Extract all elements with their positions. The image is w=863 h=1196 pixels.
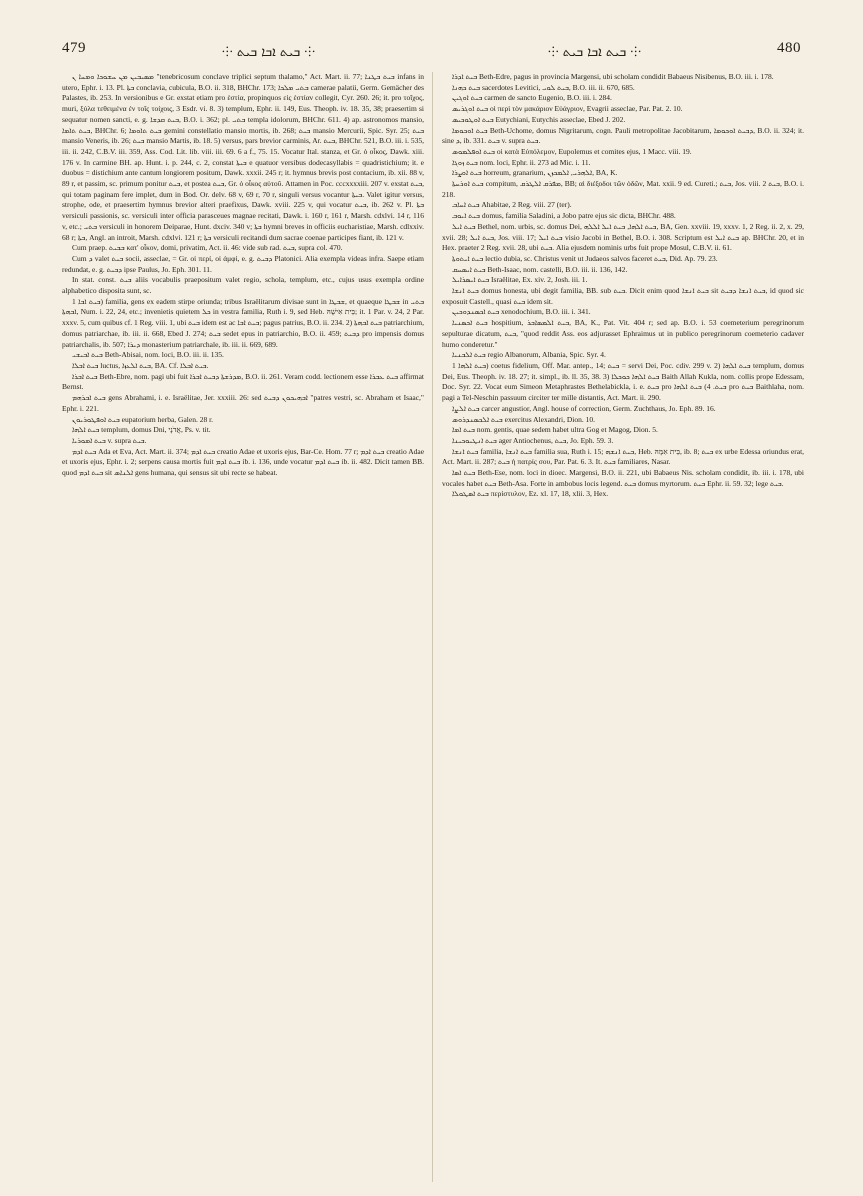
right-running-head: ⸭ ܒܝܬ ܐܒܐ ܒܝܬ ⸭ (547, 45, 641, 60)
entry-paragraph: ܒܝܬ ܐܢܫܐ familia, ܒܝܬ ܐܢܫܐ familia sua, Ruth i. 15; ܒܝܬ ܐܢܫܗ, Heb. בֵּית אִמָּהּ, ib. 8; ܒܝܬ ex urbe Edessa oriundus erat, Act. Mart. ii. 287; ܒܝܬ ἡ πατρίς σου, Par. Pat. 6. 3. It. ܒܝܬ familiares, Nasar. (442, 446, 804, 467)
entry-paragraph: ܒܝܬ ܐܡܘܪܝܐ v. supra ܒܝܬ. (72, 435, 147, 445)
entry-paragraph: ܒܝܬ ܐܢܫܐ domus honesta, ubi degit familia, BB. sub ܒܝܬ. Dicit enim quod ܒܝܬ ܐܢܫܐ sit ܒܝܬ ܐܢܫܐ ܕܒܝܬ, id quod sic exposuit Castell., quasi ܒܝܬ idem sit. (442, 286, 804, 306)
entry-paragraph: ܒܝܬ ܐܕܡ Ada et Eva, Act. Mart. ii. 374; ܒܝܬ ܐܕܡ creatio Adae et uxoris ejus, Bar-Ce. Hom. 77 r; ܒܝܬ ܐܕܡ creatio Adae et uxoris ejus, Ephr. i. 2; serpens causa mortis fuit ܒܝܬ ܐܕܡ ib. i. 136, unde vocatur ܒܝܬ ܐܕܡ ib. ii. 482. Dicit tamen BB. quod ܒܝܬ ܐܕܡ sit ܐܠܢܐܣ gens humana, qui sensus sit ubi recte se habeat. (62, 446, 424, 478)
entry-paragraph: ܒܝܬ ܐܠܨܐ carcer angustior, Angl. house of correction, Germ. Zuchthaus, Jo. Eph. 89. 16. (452, 403, 716, 413)
right-page-number: 480 (777, 40, 801, 56)
entry-paragraph: ܒܝܬ ܐܘܦܠܡܘܣ οἱ κατὰ Εὐπόλεμον, Eupolemus et comites ejus, 1 Macc. viii. 19. (452, 146, 692, 156)
entry-paragraph: ܒܝܬ ܐܒܠܐ luctus, ܒܝܬ ܐܠܥܙܐ, BA. Cf. ܒܝܬ ܐܒܠܐ. (72, 360, 209, 370)
entry-paragraph: ܒܝܬ ܐܝܬܘܬܐ lectio dubia, sc. Christus venit ut Judaeos salvos faceret ܒܝܬ, Did. Ap. 79. 23. (452, 253, 718, 263)
left-column (62, 72, 424, 1182)
entry-paragraph: Cum ܕ valet ܒܝܬ socii, asseclae, = Gr. οἱ περί, οἱ ἀμφί, e. g. ܕܒܝܬ Platonici. Alia exempla videas infra. Saepe etiam redundat, e. g. ܕܒܝܬ ipse Paulus, Jo. Eph. 301. 11. (62, 253, 424, 274)
entry-paragraph: ܒܝܬ ܐܠܒܢܝܐ regio Albanorum, Albania, Spic. Syr. 4. (452, 350, 606, 360)
entry-paragraph: ܒܝܬ ܐܘܨܪܐ horreum, granarium, ܐܠܗܪܝ, ܐܠܡܟܙܢ, BA, K. (452, 168, 618, 178)
entry-paragraph: ܒܝܬ ܐܟܣܢܝܐ hospitium, ܒܝܬ ܐܠܡܣܐܒܪ, BA, K., Pat. Vit. 404 r; sed ap. B.O. i. 53 coemeterium peregrinorum sepulturae dicatum, ܒܝܬ, "quod reddit Ass. eos adjurasset Ephraimus ut in publico peregrinorum coemeterio cadaver humo conderetur." (442, 318, 804, 349)
left-running-head: ⸭ ܒܝܬ ܐܒܐ ܒܝܬ ⸭ (222, 45, 316, 60)
entry-paragraph: ܒܝܬ ܐܝܘܒ domus, familia Saladini, a Jobo patre ejus sic dicta, BHChr. 488. (452, 211, 676, 221)
entry-paragraph: ܒܝܬ ܐܒܐ 1) familia, gens ex eadem stirpe oriunda; tribus Israëlitarum divisae sunt in ܫܒܛܐ, et quaeque ܫܒܛܐ in ܒܬܝ ܐܒܗܬܐ, Num. i. 22, 24, etc.; invenietis quietem ܟܠ in vestra familia, Ruth i. 9, sed Heb. בֵּית אִישָׁהּ; it. 1 Par. v. 24, 2 Par. xxxv. 5, cum quibus cf. 1 Reg. viii. 1, ubi ܒܝܬ idem est ac ܒܝܬ ܐܒܐ; pagus patrius, B.O. ii. 234. 2) ܒܝܬ ܐܒܗܬܐ patriarchium, domus patriarchae, ib. iii. ii. 668, Ebed J. 274; ܒܝܬ sedet epus in patriarchio, B.O. ii. 459; ܕܒܝܬ pro impensis domus patriarchalis, ib. 507; ܕܝܪܐ monasterium patriarchale, ib. iii. ii. 669, 689. (62, 296, 424, 349)
right-column (442, 72, 804, 1182)
entry-paragraph: ܒܝܬ ܐܝܠ Bethel, nom. urbis, sc. domus Dei, ܒܝܬ ܐܠܗܐ, ܒܝܬ ܐܝܠ ܐܠܠܗ, BA, Gen. xxviii. 19, xxxv. 1, 2 Reg. ii. 2, x. 29, xvii. 28; ܒܝܬ ܐܝܠ, Jos. viii. 17; ܒܝܬ ܐܝܠ visio Jacobi in Bethel, B.O. i. 308. Scriptum est ܒܝܬ ܐܝܠ ap. BHChr. 20, et in Hex. praeter 2 Reg. xvii. 28, ubi ܒܝܬ. Alia ejusdem nominis urbs fuit prope Mosul, C.B.V. ii. 61. (442, 221, 804, 253)
entry-paragraph: ܒܝܬ ܐܝܣܪܐܝܠ Israëlitae, Ex. xiv. 2, Josh. iii. 1. (452, 275, 588, 285)
column-divider (432, 72, 433, 1182)
entry-paragraph: ܒܝܬ ܐܒܝܫܝ Beth-Abisai, nom. loci, B.O. iii. ii. 135. (72, 350, 224, 360)
entry-paragraph: ܒܝܬ ܐܘܓܝܢ carmen de sancto Eugenio, B.O. iii. i. 284. (452, 93, 612, 103)
entry-paragraph: In stat. const. ܒܝܬ aliis vocabulis praepositum valet regio, schola, templum, etc., cujus usus exempla ordine alphabetico disposita sunt, sc. (62, 275, 424, 296)
entry-paragraph: ܒܝܬ ܙܘܓܐ nom. loci, Ephr. ii. 273 ad Mic. i. 11. (452, 157, 591, 167)
entry-paragraph: ܡܣܝܒܝܢ ܡܢ ܚܫܘܟܐ ܘܡܚܐ ܢ "tenebricosum conclave triplici septum thalamo," Act. Mart. ii. 77; ܒܝܬ ܒܛܢܐ infans in utero, Ephr. i. 13. Pl. ܒܬܐ conclavia, cubicula, B.O. ii. 318, BHChr. 173; ܒܬܝ ܡܠܟܐ camerae palatii, Germ. Gemächer des Palastes, ib. 253. In versionibus e Gr. exstat etiam pro ἑστία, propinquos εἰς ἑστίαν collegit, Cyr. 260. 26; it. pro τοῖχος, muri, ξύλα τεθειμένα ἐν τοῖς τοίχοις, 3 Esdr. vi. 8. 3) templum, Ephr. ii. 149, Eus. Theoph. iv. 18. 35, 38; praesertim si sequatur nomen sancti, e. g. ܒܝܬ ܩܕܫܐ, B.O. i. 362; pl. ܒܬܝ templa idolorum, BHChr. 611. 4) ap. astronomos mansio, ܒܝܬ ܬܐܡܐ, BHChr. 6; ܒܝܬ ܬܐܘܡܐ gemini constellatio mansio mortis, ib. 268; ܒܝܬ mansio Mercurii, Spic. Syr. 25; ܒܝܬ mansio Veneris, ib. 26; ܒܝܬ mansio Martis, ib. 18. 5) versus, pars brevior carminis, Ar. ܒܝܬ, BHChr. 521, B.O. iii. i. 535, iii. ii. 242, C.B.V. iii. 359, Ass. Cod. Lit. lib. viii. iii. 69. 6 a f., 75. 15. Vocatur Ital. stanza, et Gr. ὁ οἶκος, Dawk. xiii. 176 v. In carmine BH. ap. Hunt. i. p. 244, c. 2, constat ܒܝܬܐ e quatuor versibus dodecasyllabis = quadristichium; it. e duobus = distichium ante cantum longiorem positum, Dawk. xxxii. 245 r; it. hymnus brevis post contacium, ib. xii. 88 v, 89 r, et passim, sc. primum ponitur ܒܝܬ, et postea ܒܝܬ, Gr. ὁ οἶκος αὐτοῦ. Attamen in Poc. cccxxxxiii. 207 v. exstat ܒܝܬ, qui totam paginam fere implet, dum in Bod. Or. delv. 68 v, 69 r, 70 r, singuli versus vocantur ܒܝܬܐ. Valet igitur versus, strophe, ode, et praesertim hymnus brevior alteri praefixus, Dawk. xviii. 225 v, qui vocatur ܒܝܬ, ib. 262 v. Pl. ܒܬܐ versiculi passionis, sc. versiculi inter officia parasceues magnae recitati, Dawk. i. 160 r, 161 r, Marsh. cdxlvi. 14 r, 116 v, etc.; ܒܬܝ versiculi in honorem Deiparae, Hunt. dxciv. 340 v; ܒܬܐ hymni breves in officiis eucharistiae, Marsh. cdlxxiv. 68 r; ܒܬܐ, Angl. an introit, Marsh. cdxlvi. 121 r; ܒܬܐ versiculi recitandi dum sacrae coenae participes fiant, ib. 121 v. (62, 72, 424, 242)
entry-paragraph: ܒܝܬ ܟܗܢܐ sacerdotes Levitici, ܒܝܬ ܠܘܝ, B.O. iii. ii. 670, 685. (452, 82, 635, 92)
entry-paragraph: ܒܝܬ ܐܠܗܐ 1) coetus fidelium, Off. Mar. antep., 14; ܒܝܬ = servi Dei, Poc. cdiv. 299 v. 2) ܒܝܬ ܐܠܗܐ templum, domus Dei, Eus. Theoph. iv. 18. 27; it. simpl., ib. ll. 35, 38. 3) ܒܝܬ ܐܠܗܐ ܟܘܟܠܐ Baith Allah Kukla, nom. collis prope Edessam, Doc. Syr. 22. Vocat eum Simeon Metaphrastes Bethelabickla, i. e. ܒܝܬ pro ܒܝܬ. 4) ܒܝܬ ܐܠܗܐ pro ܒܝܬ Baithlaha, nom. pagi a Tel-Neschin passuum circiter ter mille distantis, Act. Mart. ii. 290. (442, 360, 804, 403)
entry-paragraph: ܒܝܬ ܐܠܗܐ templum, domus Dni, אֲדֹנָי, Ps. v. tit. (72, 425, 211, 435)
entry-paragraph: Cum praep. ܒܒܝܬ κατ' οἶκον, domi, privatim, Act. ii. 46: vide sub rad. ܒܝܬ, supra col. 470. (72, 243, 343, 253)
entry-paragraph: ܒܝܬ ܐܘܛܘܟܝܣ Eutychiani, Eutychis asseclae, Ebed J. 202. (452, 114, 626, 124)
entry-paragraph: ܒܝܬ ܐܘܓܪܝܣ οἱ περὶ τὸν μακάριον Εὐάγριον, Evagrii asseclae, Par. Pat. 2. 10. (452, 104, 683, 114)
entry-paragraph: ܒܝܬ ܐܠܟܣܢܕܪܘܣ exercitus Alexandri, Dion. 10. (452, 414, 596, 424)
entry-paragraph: ܒܝܬ ܐܚܐܒ Ahabitae, 2 Reg. viii. 27 (ter). (452, 200, 572, 210)
entry-paragraph: ܒܝܬ ܐܣܐ Beth-Ese, nom. loci in dioec. Margensi, B.O. ii. 221, ubi Babaeus Nis. scholam condidit, ib. iii. i. 178, ubi vocales habet ܒܝܬ Beth-Asa. Forte in ambobus locis legend. ܒܝܬ domus myrtorum. ܒܝܬ Ephr. ii. 59. 32; lege ܒܝܬ. (442, 468, 804, 488)
entry-paragraph: ܒܝܬ ܐܒܪܗܡ gens Abrahami, i. e. Israëlitae, Jer. xxxiii. 26: sed ܐܒܗܝܟܘܢ ܕܒܝܬ "patres vestri, sc. Abraham et Isaac," Ephr. i. 221. (62, 393, 424, 413)
left-page-number: 479 (62, 40, 86, 56)
entry-paragraph: ܒܝܬ ܐܢܛܝܘܟܝܢܐ ager Antiochenus, ܒܝܬ, Jo. Eph. 59. 3. (452, 435, 614, 445)
entry-paragraph: ܒܝܬ ܐܡܐ nom. gentis, quae sedem habet ultra Gog et Magog, Dion. 5. (452, 425, 658, 435)
entry-paragraph: ܒܝܬ ܐܝܣܚܩ Beth-Isaac, nom. castelli, B.O. iii. ii. 136, 142. (452, 264, 628, 274)
entry-paragraph: ܒܝܬ ܐܘܦܛܘܪܝܘܢ eupatorium herba, Galen. 28 r. (72, 414, 214, 424)
entry-paragraph: ܒܝܬ ܐܘܟܘܡܐ Beth-Uchome, domus Nigritarum, cogn. Pauli metropolitae Jacobitarum, ܕܒܝܬ ܐܘܟܘܡܐ, B.O. ii. 324; it. sine ܕ, ib. 331. ܒܝܬ v. supra ܒܝܬ. (442, 125, 804, 146)
entry-paragraph: ܒܝܬ ܐܒܪܐ Beth-Ebre, nom. pagi ubi fuit ܡܕܪܫܬܐ ܕܒܝܬ ܐܒܪܐ, B.O. ii. 261. Veram codd. lectionem esse ܒܝܬ ܥܒܪܐ affirmat Bernst. (62, 371, 424, 392)
entry-paragraph: ܒܝܬ ܐܘܪܚܬܐ compitum, ܡܦܪܩ ܐܠܛܪܩ, BB; αἱ διέξοδοι τῶν ὁδῶν, Mat. xxii. 9 ed. Cureti.; ܒܝܬ, Jos. viii. 2 ܒܝܬ, B.O. i. 218. (442, 179, 804, 199)
entry-paragraph: ܒܝܬ ܐܣܛܘܠܐ περίστυλον, Ez. xl. 17, 18, xlii. 3, Hex. (452, 489, 609, 499)
entry-paragraph: ܒܝܬ ܐܟܣܢܕܘܟܝܢ xenodochium, B.O. iii. i. 341. (452, 307, 591, 317)
entry-paragraph: ܒܝܬ ܐܕܪܐ Beth-Edre, pagus in provincia Margensi, ubi scholam condidit Babaeus Nisibenus, B.O. iii. i. 178. (452, 72, 774, 81)
page-header (62, 40, 801, 66)
